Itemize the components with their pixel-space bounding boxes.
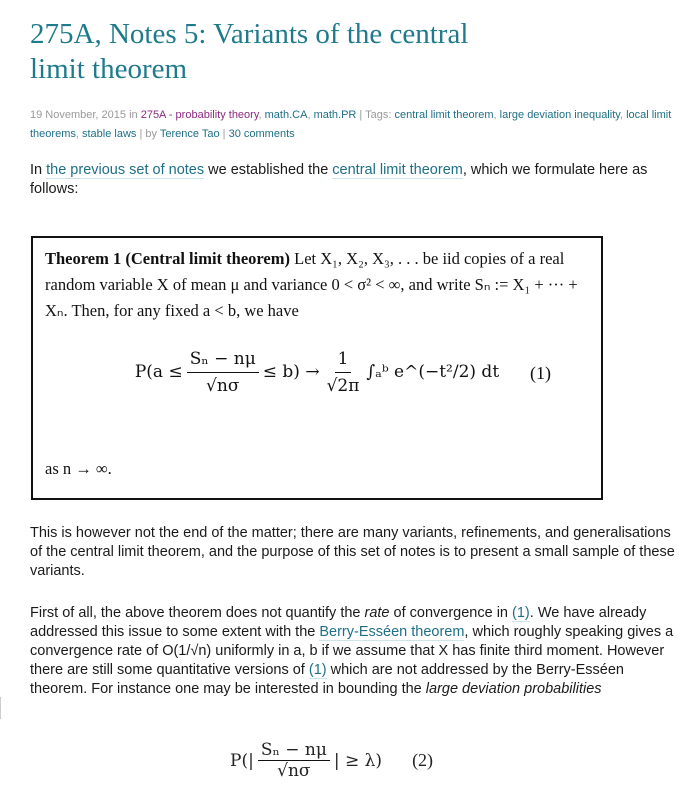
clt-link[interactable]: central limit theorem <box>332 162 463 178</box>
post-date: 19 November, 2015 <box>30 109 127 121</box>
intro-paragraph: In the previous set of notes we established the central limit theorem, which we formulate here as follows: <box>30 162 648 197</box>
fraction: $\frac{1}{√2\pi}$ <box>324 346 363 399</box>
equation-1: P(a ≤ $\frac{\text{Sₙ − nμ}}{√n\sigma}$ ≤ b) → $\frac{1}{√2\pi}$ ∫ₐᵇ e^(−t²/2) dt <box>33 337 601 407</box>
post <box>30 0 675 199</box>
comments-link[interactable]: 30 comments <box>228 128 295 140</box>
previous-notes-link[interactable]: the previous set of notes <box>46 162 205 178</box>
theorem-title: Theorem 1 (Central limit theorem) <box>45 249 290 268</box>
post-meta: 19 November, 2015 in 275A - probability theory, math.CA, math.PR | Tags: central limit theorem, large deviation inequality, local limit theorems, stable laws | by Terence Tao | 30 comments <box>30 109 672 140</box>
equation-2: P(| $\frac{\text{Sₙ − nμ}}{√n\sigma}$ | ≥ λ) (2) <box>230 740 434 781</box>
berry-esseen-link[interactable]: Berry-Esséen theorem <box>319 624 465 640</box>
paragraph-2: This is however not the end of the matter; there are many variants, refinements, and generalisations of the central limit theorem, and the purpose of this set of notes is to present a small sample of these variants. <box>30 525 675 579</box>
equation-number-2: (2) <box>412 750 434 770</box>
paragraph-3: First of all, the above theorem does not quantify the rate of convergence in (1). We have already addressed this issue to some extent with the Berry-Esséen theorem, which roughly speaking gives a convergence rate of O(1/√n) uniformly in a, b if we assume that X has finite third moment. However there are still some quantitative versions of (1) which are not addressed by the Berry-Esséen theorem. For instance one may be interested in bounding the large deviation probabilities <box>30 605 674 697</box>
theorem-closing: as n → ∞. <box>45 459 112 478</box>
tag-link[interactable]: central limit theorem <box>394 109 494 121</box>
category-link-math-ca[interactable]: math.CA <box>264 109 308 121</box>
category-link-primary[interactable]: 275A - probability theory <box>140 109 259 121</box>
tag-link[interactable]: stable laws <box>81 128 137 140</box>
margin-marker <box>0 697 4 719</box>
equation-number-1: (1) <box>530 363 551 383</box>
theorem-box <box>31 236 603 500</box>
category-link-math-pr[interactable]: math.PR <box>313 109 357 121</box>
equation-ref-1[interactable]: (1) <box>512 605 530 621</box>
post-title: 275A, Notes 5: Variants of the central limit theorem <box>30 18 469 85</box>
theorem-statement: Let X₁, X₂, X₃, . . . be iid copies of a real random variable X of mean μ and variance 0 < σ² < ∞, and write Sₙ := X₁ + ··· + Xₙ. Then, for any fixed a < b, we have <box>45 249 578 320</box>
tag-link[interactable]: large deviation inequality <box>499 109 620 121</box>
equation-ref-1b[interactable]: (1) <box>308 662 327 678</box>
author-link[interactable]: Terence Tao <box>159 128 220 140</box>
fraction: $\frac{\text{Sₙ − nμ}}{√n\sigma}$ <box>258 740 330 781</box>
tag-link[interactable]: local limit theorems <box>30 109 672 140</box>
fraction: $\frac{\text{Sₙ − nμ}}{√n\sigma}$ <box>187 346 259 399</box>
